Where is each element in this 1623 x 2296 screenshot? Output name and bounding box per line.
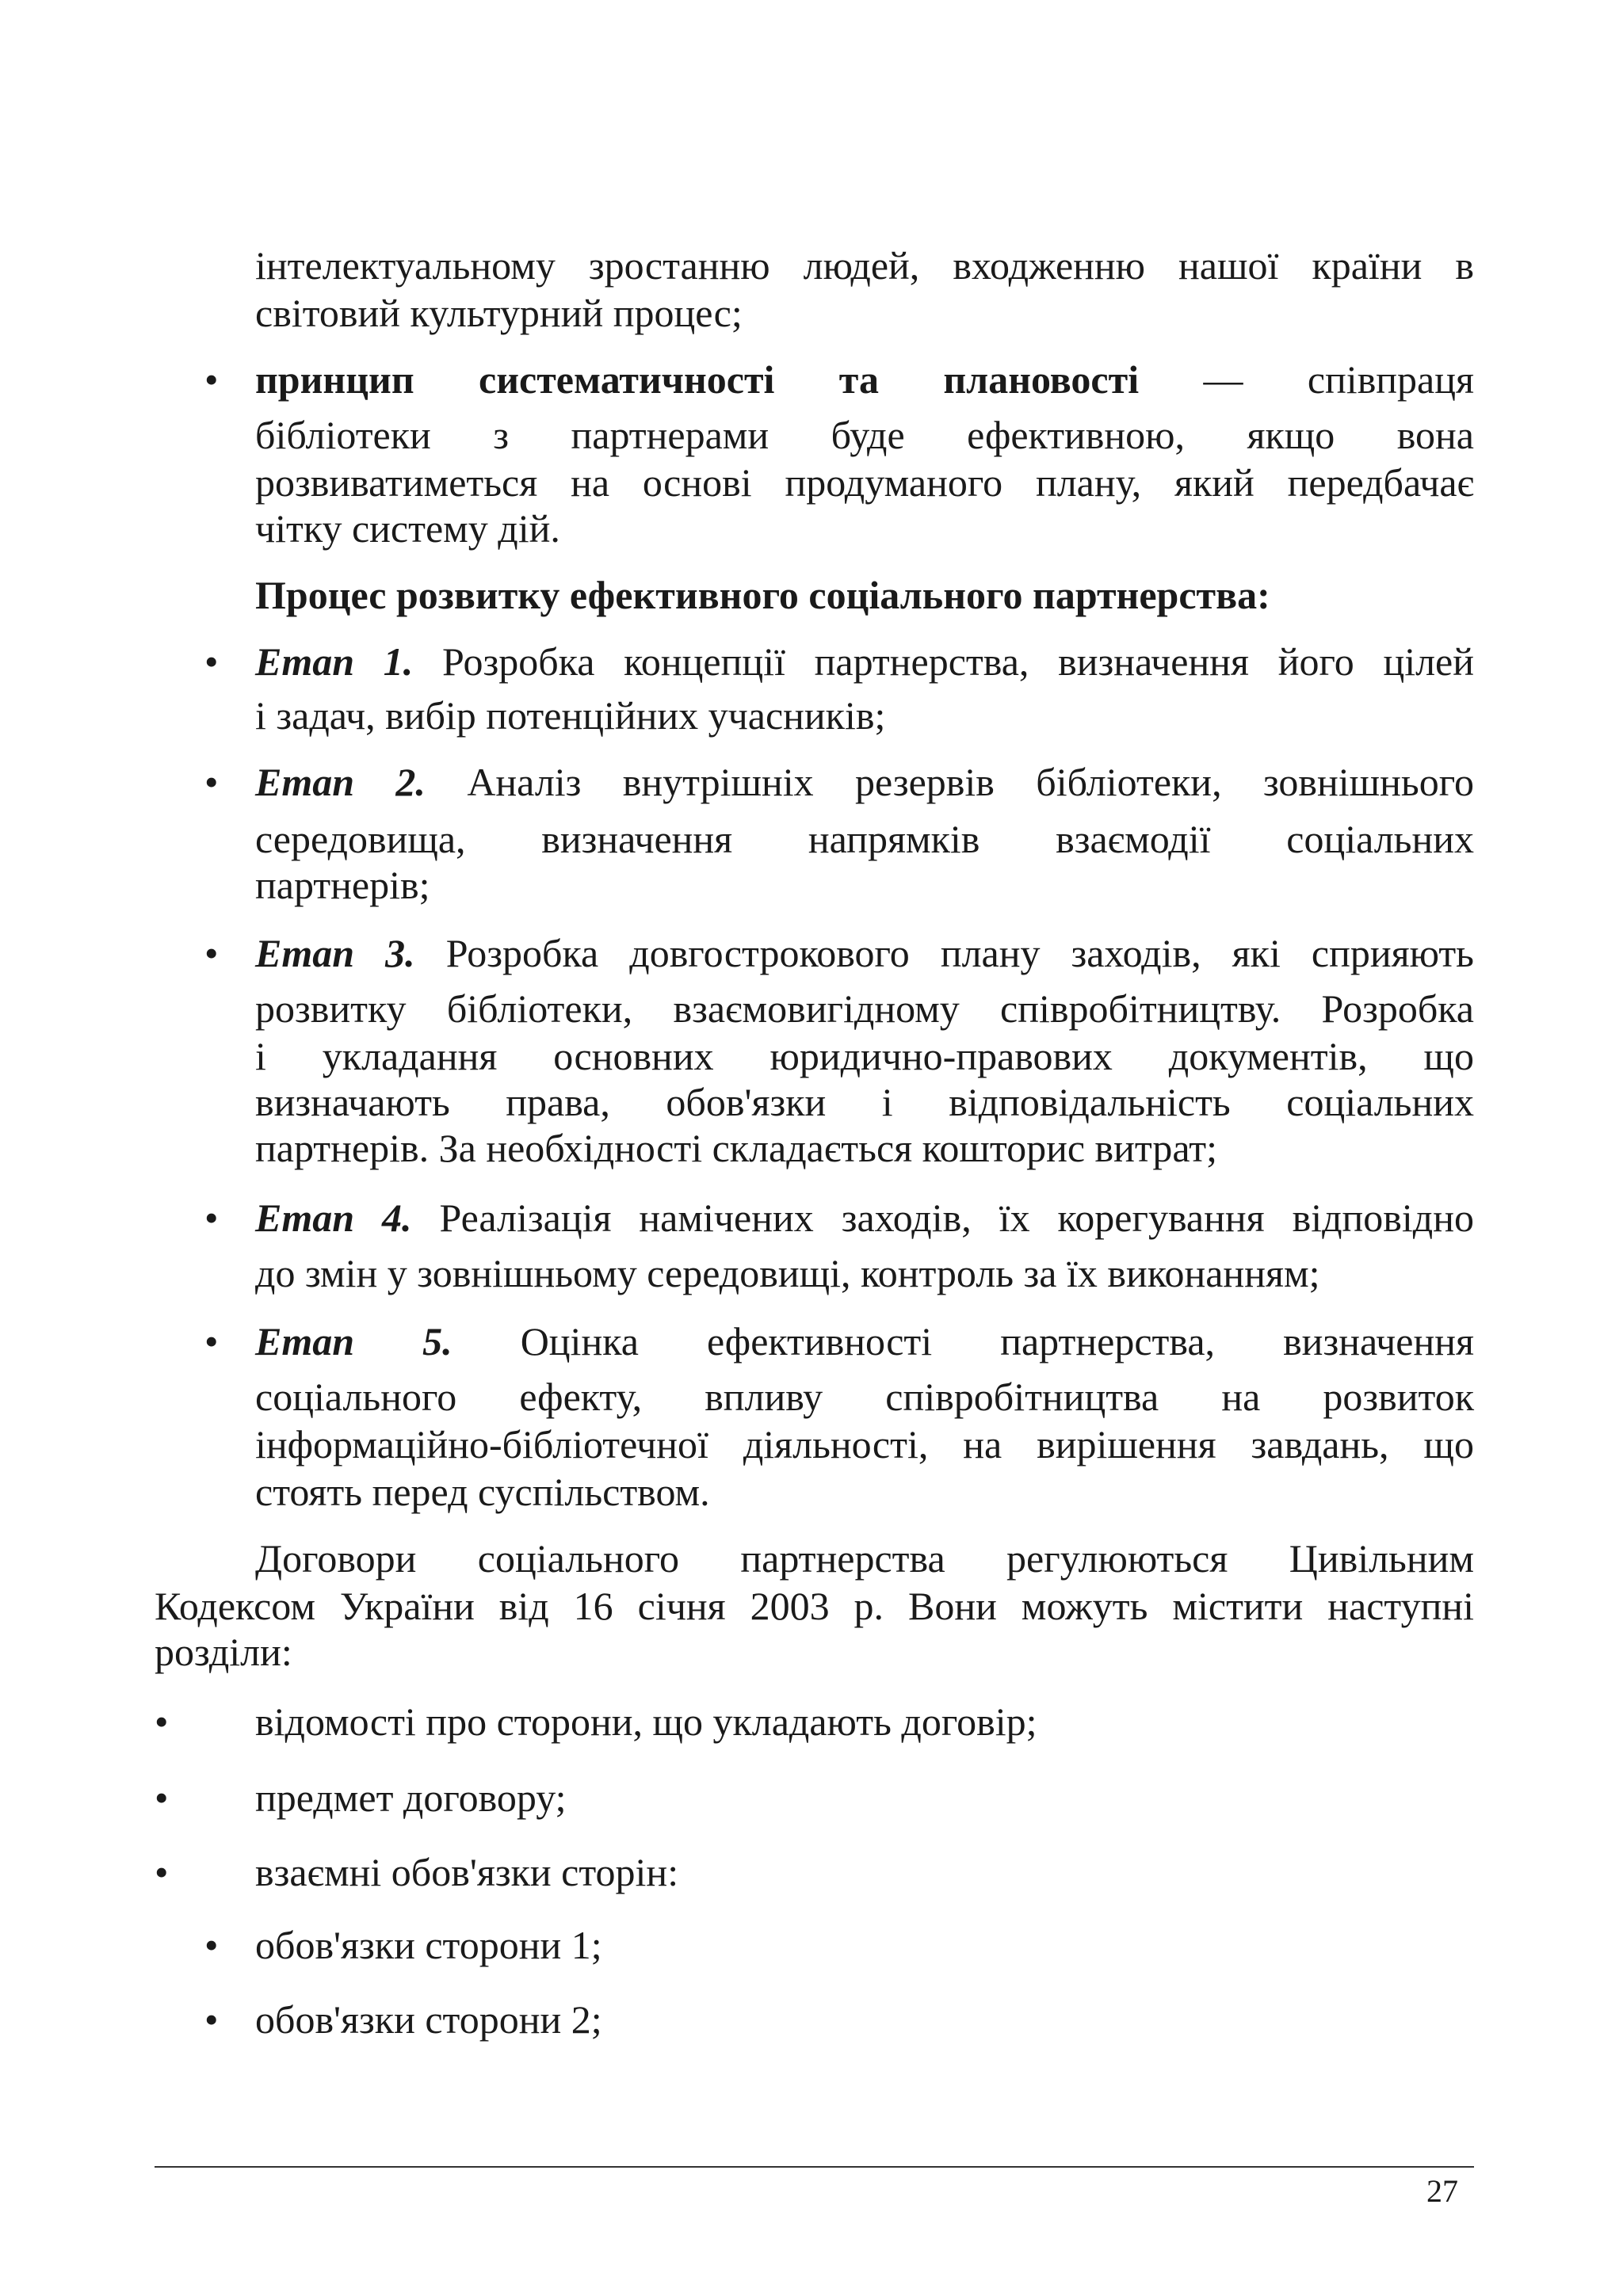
text-span: Аналіз внутрішніх резервів бібліотеки, зовнішнього (425, 760, 1474, 804)
paragraph-line (255, 1535, 1474, 1581)
text-span: Реалізація намічених заходів, їх корегування відповідно (411, 1196, 1474, 1240)
paragraph-line (155, 1583, 1474, 1629)
paragraph-line (255, 1033, 1474, 1079)
text-span: і задач, вибір потенційних учасників; (255, 693, 886, 738)
paragraph-line (255, 816, 1474, 862)
text-span: розвиватиметься на основі продуманого плану, який передбачає (255, 460, 1474, 505)
text-span: партнерів; (255, 863, 430, 907)
bullet-marker: • (204, 639, 219, 684)
paragraph-line (255, 357, 1474, 402)
paragraph-line (255, 639, 1474, 685)
text-span: Договори соціального партнерства регулюються Цивільним (255, 1536, 1474, 1581)
paragraph-line (255, 1195, 1474, 1241)
stage-label: Етап 2. (255, 760, 426, 804)
paragraph-line (255, 692, 1474, 738)
paragraph-line (255, 290, 1474, 336)
text-span: — співпраця (1139, 357, 1475, 402)
text-span: інформаційно-бібліотечної діяльності, на вирішення завдань, що (255, 1422, 1474, 1466)
footer-divider (155, 2166, 1474, 2168)
text-span: Кодексом України від 16 січня 2003 р. Вони можуть містити наступні (155, 1584, 1474, 1628)
list-item: взаємні обов'язки сторін: (255, 1850, 679, 1894)
paragraph-line (155, 1629, 1474, 1675)
text-span: інтелектуальному зростанню людей, входженню нашої країни в (255, 243, 1474, 288)
paragraph-line (255, 862, 1474, 908)
text-span: чітку систему дій. (255, 506, 560, 551)
list-item: відомості про сторони, що укладають договір; (255, 1699, 1037, 1744)
paragraph-line (255, 1469, 1474, 1515)
paragraph-line (255, 986, 1474, 1032)
stage-label: Етап 4. (255, 1196, 412, 1240)
text-span: середовища, визначення напрямків взаємодії соціальних (255, 817, 1474, 861)
text-span: до змін у зовнішньому середовищі, контроль за їх виконанням; (255, 1251, 1320, 1295)
bullet-marker: • (204, 760, 219, 804)
text-span: стоять перед суспільством. (255, 1470, 710, 1514)
bullet-marker: • (204, 357, 219, 402)
paragraph-line (255, 1374, 1474, 1420)
bullet-marker: • (204, 1196, 219, 1240)
text-span: Розробка довгострокового плану заходів, які сприяють (414, 931, 1474, 975)
paragraph-line (255, 412, 1474, 458)
text-span: світовий культурний процес; (255, 291, 743, 335)
bullet-marker: • (155, 1699, 169, 1744)
paragraph-line (255, 759, 1474, 805)
paragraph-line (255, 1318, 1474, 1364)
text-span: розділи: (155, 1630, 292, 1674)
list-item: обов'язки сторони 2; (255, 1997, 602, 2042)
bullet-marker: • (204, 1319, 219, 1363)
paragraph-line (255, 460, 1474, 505)
section-heading: Процес розвитку ефективного соціального партнерства: (255, 573, 1270, 617)
text-span: розвитку бібліотеки, взаємовигідному співробітництву. Розробка (255, 986, 1474, 1031)
paragraph-line (255, 1125, 1474, 1171)
paragraph-line (255, 505, 1474, 551)
paragraph-line (255, 1079, 1474, 1125)
paragraph-line (255, 1421, 1474, 1467)
text-span: Оцінка ефективності партнерства, визначення (452, 1319, 1474, 1363)
stage-label: Етап 5. (255, 1319, 453, 1363)
list-item: обов'язки сторони 1; (255, 1923, 602, 1967)
stage-label: Етап 1. (255, 639, 414, 684)
stage-label: Етап 3. (255, 931, 415, 975)
page-number: 27 (1426, 2173, 1458, 2209)
paragraph-line (255, 930, 1474, 976)
bold-term: принцип систематичності та плановості (255, 357, 1140, 402)
text-span: Розробка концепції партнерства, визначення його цілей (413, 639, 1474, 684)
bullet-marker: • (155, 1775, 169, 1820)
bullet-marker: • (204, 931, 219, 975)
text-span: соціального ефекту, впливу співробітництва на розвиток (255, 1375, 1474, 1419)
bullet-marker: • (155, 1850, 169, 1894)
text-span: партнерів. За необхідності складається кошторис витрат; (255, 1126, 1218, 1170)
text-span: і укладання основних юридично-правових документів, що (255, 1034, 1474, 1078)
text-span: бібліотеки з партнерами буде ефективною, якщо вона (255, 413, 1474, 457)
paragraph-line (255, 1250, 1474, 1296)
bullet-marker: • (204, 1923, 219, 1967)
text-span: визначають права, обов'язки і відповідальність соціальних (255, 1080, 1474, 1124)
paragraph-line (255, 242, 1474, 288)
bullet-marker: • (204, 1997, 219, 2042)
list-item: предмет договору; (255, 1775, 567, 1820)
